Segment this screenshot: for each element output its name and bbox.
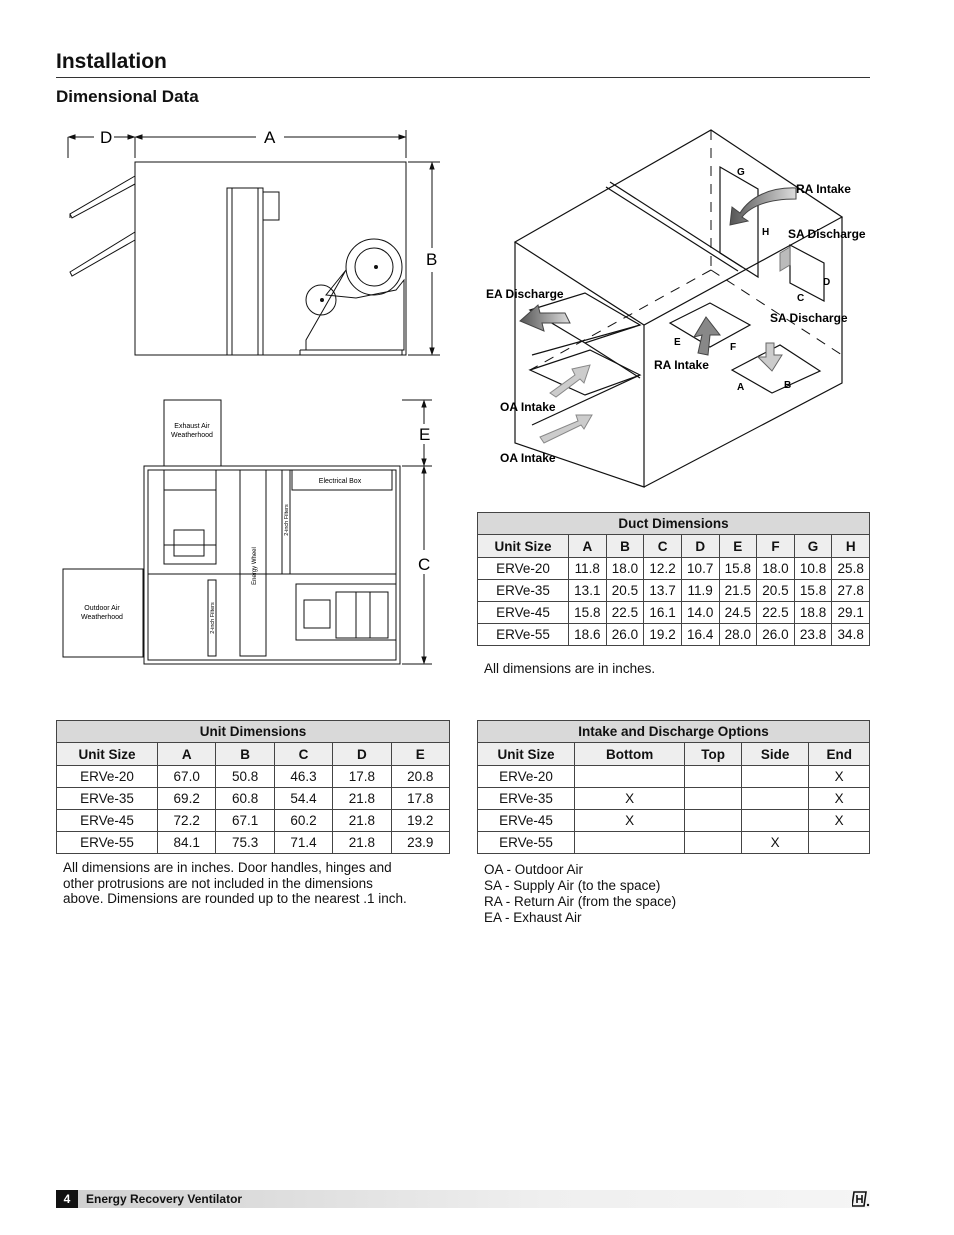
- duct-header-b: B: [606, 535, 644, 558]
- table-row: [478, 602, 870, 624]
- isometric-airflow-drawing: [480, 125, 880, 495]
- unit-note-line: other protrusions are not included in the dimensions: [63, 875, 373, 891]
- cell: 10.8: [794, 558, 832, 580]
- cell: ERVe-55: [478, 624, 569, 646]
- cell: 17.8: [391, 788, 449, 810]
- cell: 19.2: [644, 624, 682, 646]
- cell: ERVe-20: [478, 558, 569, 580]
- cell: 72.2: [158, 810, 216, 832]
- duct-header-unit-size: Unit Size: [478, 535, 569, 558]
- cell: 67.0: [158, 766, 216, 788]
- cell: 26.0: [606, 624, 644, 646]
- cell: 12.2: [644, 558, 682, 580]
- cell: ERVe-45: [478, 602, 569, 624]
- dim-label-c: C: [418, 555, 431, 574]
- cell: ERVe-45: [57, 810, 158, 832]
- table-row: [478, 558, 870, 580]
- unit-header-e: E: [391, 743, 449, 766]
- cell: 60.8: [216, 788, 274, 810]
- unit-table-note: [63, 860, 453, 907]
- options-header-top: Top: [685, 743, 742, 766]
- table-row: [57, 832, 450, 854]
- cell: 29.1: [832, 602, 870, 624]
- ea-discharge-label: EA Discharge: [486, 287, 564, 301]
- cell: ERVe-45: [478, 810, 575, 832]
- duct-table-caption: Duct Dimensions: [478, 513, 870, 535]
- energy-wheel-label: Energy Wheel: [252, 547, 258, 585]
- table-row: [478, 766, 870, 788]
- cell: 69.2: [158, 788, 216, 810]
- iso-letter-e: E: [674, 337, 681, 348]
- duct-header-d: D: [681, 535, 719, 558]
- cell: 19.2: [391, 810, 449, 832]
- cell: 13.7: [644, 580, 682, 602]
- cell: 18.0: [606, 558, 644, 580]
- cell: [741, 766, 808, 788]
- iso-letter-f: F: [730, 342, 737, 353]
- cell: 17.8: [333, 766, 391, 788]
- cell: [575, 832, 685, 854]
- cell: ERVe-35: [57, 788, 158, 810]
- iso-letter-c: C: [797, 293, 805, 304]
- cell: X: [809, 766, 870, 788]
- top-view-drawing: [56, 390, 446, 670]
- cell: 10.7: [681, 558, 719, 580]
- iso-letter-h: H: [762, 227, 770, 238]
- cell: 11.9: [681, 580, 719, 602]
- iso-letter-d: D: [823, 277, 831, 288]
- duct-header-h: H: [832, 535, 870, 558]
- cell: 21.8: [333, 788, 391, 810]
- cell: X: [741, 832, 808, 854]
- cell: 54.4: [274, 788, 332, 810]
- dim-label-e: E: [419, 425, 431, 444]
- duct-dimensions-table: [477, 512, 870, 646]
- cell: [741, 788, 808, 810]
- cell: 15.8: [719, 558, 757, 580]
- cell: ERVe-20: [478, 766, 575, 788]
- unit-header-a: A: [158, 743, 216, 766]
- table-row: [57, 788, 450, 810]
- section-title: Dimensional Data: [56, 87, 199, 106]
- cell: X: [809, 788, 870, 810]
- table-row: [478, 624, 870, 646]
- options-header-side: Side: [741, 743, 808, 766]
- cell: 25.8: [832, 558, 870, 580]
- exhaust-hood-label-2: Weatherhood: [171, 432, 213, 439]
- legend-item: RA - Return Air (from the space): [484, 894, 677, 909]
- cell: 22.5: [757, 602, 795, 624]
- unit-note-line: All dimensions are in inches. Door handles, hinges and: [63, 860, 392, 875]
- sa-discharge-bottom-label: SA Discharge: [770, 311, 848, 325]
- page-number: 4: [56, 1190, 78, 1208]
- cell: 21.8: [333, 810, 391, 832]
- side-view-drawing: [56, 120, 456, 370]
- legend-item: OA - Outdoor Air: [484, 862, 584, 877]
- oa-intake-label-1: OA Intake: [500, 400, 556, 414]
- outdoor-hood-label-1: Outdoor Air: [84, 605, 120, 612]
- unit-header-c: C: [274, 743, 332, 766]
- cell: 27.8: [832, 580, 870, 602]
- cell: X: [575, 788, 685, 810]
- cell: 11.8: [569, 558, 607, 580]
- cell: [685, 788, 742, 810]
- cell: [741, 810, 808, 832]
- duct-header-f: F: [757, 535, 795, 558]
- table-row: [478, 580, 870, 602]
- unit-table-caption: Unit Dimensions: [57, 721, 450, 743]
- cell: 23.8: [794, 624, 832, 646]
- dim-label-a: A: [264, 128, 276, 147]
- cell: 50.8: [216, 766, 274, 788]
- greenheck-logo-icon: [852, 1190, 870, 1208]
- options-header-bottom: Bottom: [575, 743, 685, 766]
- cell: 71.4: [274, 832, 332, 854]
- footer-title: Energy Recovery Ventilator: [86, 1192, 243, 1206]
- table-row: [478, 810, 870, 832]
- unit-dimensions-table: [56, 720, 450, 854]
- cell: 18.0: [757, 558, 795, 580]
- cell: 26.0: [757, 624, 795, 646]
- cell: ERVe-20: [57, 766, 158, 788]
- cell: 18.6: [569, 624, 607, 646]
- cell: 21.8: [333, 832, 391, 854]
- cell: 16.1: [644, 602, 682, 624]
- title-divider: [56, 77, 870, 78]
- sa-discharge-top-label: SA Discharge: [788, 227, 866, 241]
- unit-header-d: D: [333, 743, 391, 766]
- filters-top-label: 2-inch Filters: [284, 504, 290, 536]
- cell: 21.5: [719, 580, 757, 602]
- legend-item: SA - Supply Air (to the space): [484, 878, 661, 893]
- cell: 20.5: [606, 580, 644, 602]
- unit-header-unit-size: Unit Size: [57, 743, 158, 766]
- cell: [685, 766, 742, 788]
- table-row: [57, 810, 450, 832]
- cell: 15.8: [794, 580, 832, 602]
- options-header-end: End: [809, 743, 870, 766]
- duct-header-c: C: [644, 535, 682, 558]
- cell: [685, 832, 742, 854]
- iso-letter-g: G: [737, 167, 745, 178]
- table-row: [57, 766, 450, 788]
- cell: 60.2: [274, 810, 332, 832]
- cell: [685, 810, 742, 832]
- filters-bottom-label: 2-inch Filters: [210, 602, 216, 634]
- unit-note-line: above. Dimensions are rounded up to the nearest .1 inch.: [63, 891, 407, 906]
- cell: ERVe-35: [478, 580, 569, 602]
- cell: 28.0: [719, 624, 757, 646]
- cell: [575, 766, 685, 788]
- cell: ERVe-55: [478, 832, 575, 854]
- cell: 46.3: [274, 766, 332, 788]
- table-row: [478, 788, 870, 810]
- cell: 67.1: [216, 810, 274, 832]
- cell: 20.5: [757, 580, 795, 602]
- duct-header-g: G: [794, 535, 832, 558]
- iso-letter-b: B: [784, 380, 792, 391]
- unit-header-b: B: [216, 743, 274, 766]
- oa-intake-label-2: OA Intake: [500, 451, 556, 465]
- cell: 15.8: [569, 602, 607, 624]
- electrical-box-label: Electrical Box: [318, 478, 362, 485]
- cell: 84.1: [158, 832, 216, 854]
- duct-header-a: A: [569, 535, 607, 558]
- table-row: [478, 832, 870, 854]
- cell: [809, 832, 870, 854]
- cell: 20.8: [391, 766, 449, 788]
- intake-discharge-options-table: [477, 720, 870, 854]
- page-title: Installation: [56, 50, 167, 73]
- legend-item: EA - Exhaust Air: [484, 910, 582, 925]
- cell: ERVe-35: [478, 788, 575, 810]
- cell: 34.8: [832, 624, 870, 646]
- cell: 16.4: [681, 624, 719, 646]
- cell: 13.1: [569, 580, 607, 602]
- air-abbreviation-legend: [484, 862, 864, 926]
- options-header-unit-size: Unit Size: [478, 743, 575, 766]
- cell: 75.3: [216, 832, 274, 854]
- duct-table-note: All dimensions are in inches.: [484, 661, 656, 676]
- outdoor-hood-label-2: Weatherhood: [81, 614, 123, 621]
- ra-intake-bottom-label: RA Intake: [654, 358, 709, 372]
- cell: 24.5: [719, 602, 757, 624]
- ra-intake-top-label: RA Intake: [796, 182, 851, 196]
- cell: ERVe-55: [57, 832, 158, 854]
- options-table-caption: Intake and Discharge Options: [478, 721, 870, 743]
- dim-label-b: B: [426, 250, 438, 269]
- dim-label-d: D: [100, 128, 113, 147]
- cell: X: [809, 810, 870, 832]
- duct-header-e: E: [719, 535, 757, 558]
- cell: 18.8: [794, 602, 832, 624]
- iso-letter-a: A: [737, 382, 745, 393]
- exhaust-hood-label-1: Exhaust Air: [174, 423, 210, 430]
- cell: 22.5: [606, 602, 644, 624]
- cell: 14.0: [681, 602, 719, 624]
- cell: X: [575, 810, 685, 832]
- cell: 23.9: [391, 832, 449, 854]
